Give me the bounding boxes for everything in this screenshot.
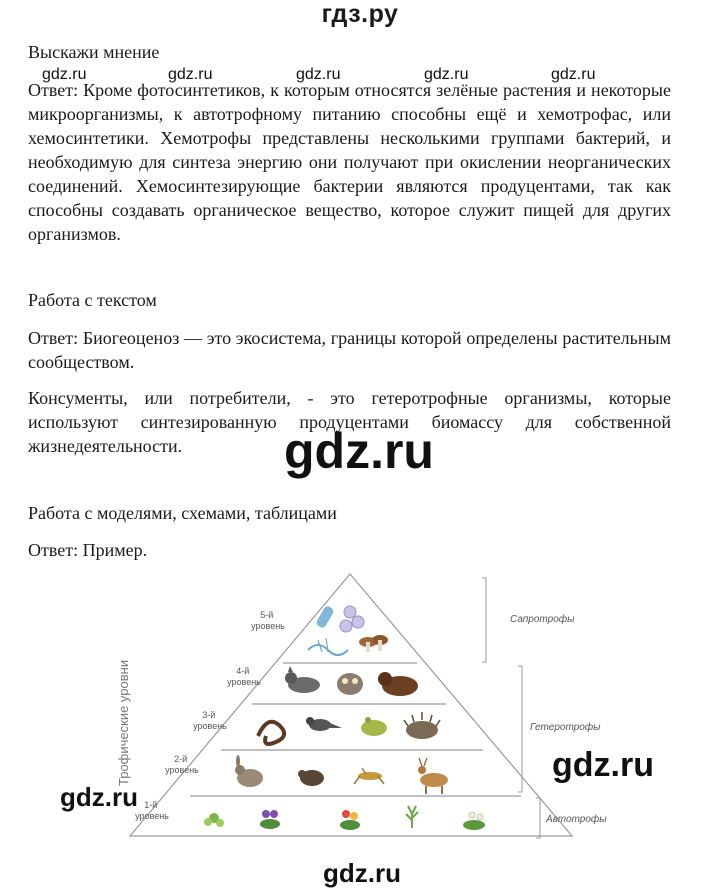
section-title-models: Работа с моделями, схемами, таблицами (28, 503, 337, 523)
autotrophs-label: Автотрофы (546, 814, 607, 825)
saprotrophs-label: Сапротрофы (510, 614, 575, 625)
trophic-pyramid-diagram (90, 568, 620, 848)
trophic-levels-axis-label: Трофические уровни (116, 659, 131, 786)
level-5-label: 5-й уровень (251, 610, 285, 631)
watermark: gdz.ru (424, 66, 469, 83)
watermark-large: gdz.ru (60, 782, 138, 812)
section-title-text-work: Работа с текстом (28, 290, 157, 310)
answer-example: Ответ: Пример. (28, 540, 148, 560)
bracket-saprotrophs (482, 578, 486, 662)
watermark-large: gdz.ru (284, 423, 434, 479)
heterotrophs-label: Гетеротрофы (530, 722, 601, 733)
section-title-opinion: Выскажи мнение (28, 42, 160, 62)
answer-opinion: Ответ: Кроме фотосинтетиков, к которым относятся зелёные растения и некоторые микроорганизмы, к автотрофному питанию способны ещё и хемотрофас, или хемосинтетики. Хемотрофы представлены несколькими группами бактерий, и необходимую для синтеза энергию они получают при окислении неорганических соединений. Хемосинтезирующие бактерии являются продуцентами, так как способны создавать органическое вещество, которое служит пищей для других организмов. (28, 80, 671, 244)
level-4-label: 4-й уровень (227, 666, 261, 687)
watermark: gdz.ru (42, 66, 87, 83)
owl-icon (337, 673, 363, 695)
watermark: gdz.ru (296, 66, 341, 83)
watermark: gdz.ru (168, 66, 213, 83)
level-1-label: 1-й уровень (135, 800, 169, 821)
site-title: гдз.ру (321, 0, 399, 28)
watermark-large: gdz.ru (323, 858, 401, 888)
level-2-label: 2-й уровень (165, 754, 199, 775)
answer-biogeocenosis: Ответ: Биогеоценоз — это экосистема, границы которой определены растительным сообществом. (28, 328, 671, 372)
answer-consumers: Консументы, или потребители, - это гетеротрофные организмы, которые используют синтезированную продуцентами биомассу для собственной жизнедеятельности. (28, 388, 671, 456)
watermark-large: gdz.ru (552, 746, 654, 784)
watermark: gdz.ru (551, 66, 596, 83)
level-3-label: 3-й уровень (193, 710, 227, 731)
